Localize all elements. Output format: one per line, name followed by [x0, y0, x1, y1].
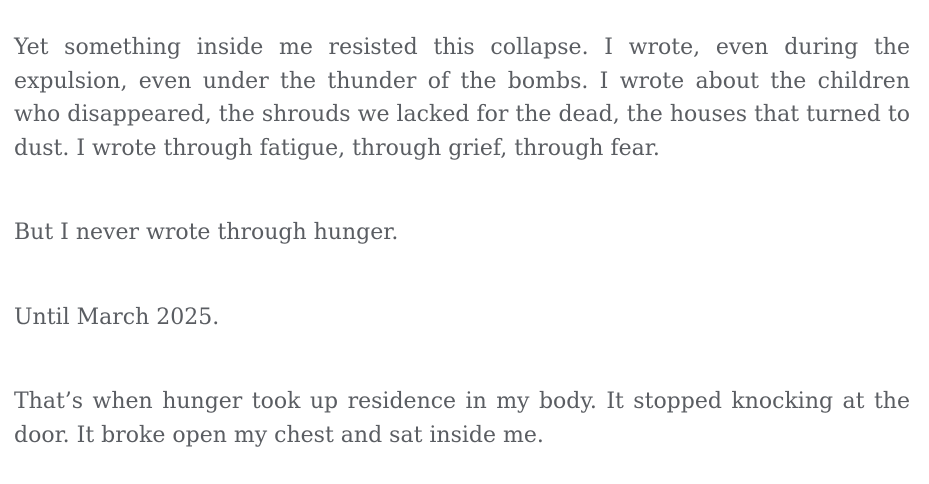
paragraph-hunger-took-residence: That’s when hunger took up residence in my body. It stopped knocking at the door. It broke open my chest and sat inside me.	[14, 389, 910, 448]
paragraph-never-wrote-through-hunger: But I never wrote through hunger.	[14, 220, 399, 245]
paragraph-until-march-2025: Until March 2025.	[14, 304, 220, 330]
paragraph-resisted-collapse: Yet something inside me resisted this collapse. I wrote, even during the expulsion, even under the thunder of the bombs. I wrote about the children who disappeared, the shrouds we lacked for the dead, the houses that turned to dust. I wrote through fatigue, through grief, through fear.	[14, 35, 910, 161]
